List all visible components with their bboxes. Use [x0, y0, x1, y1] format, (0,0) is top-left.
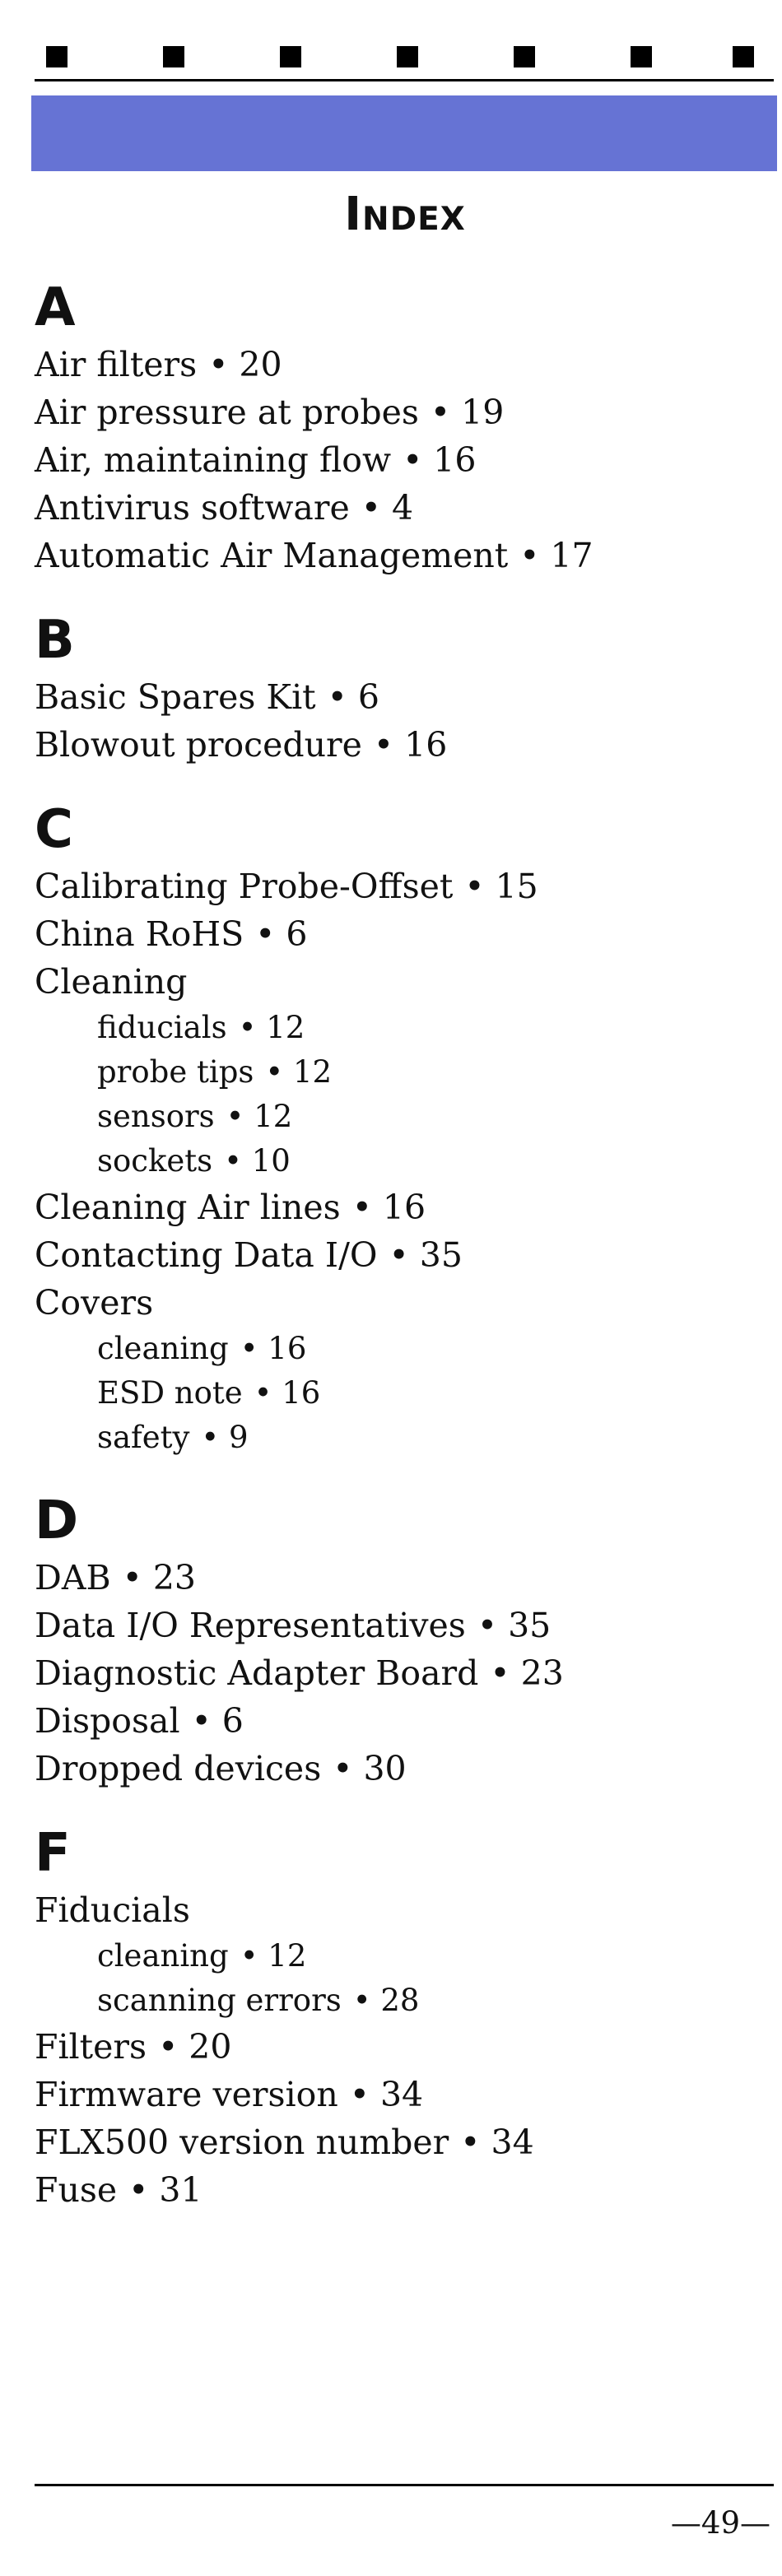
index-entry — [35, 1697, 759, 1745]
page-reference: • 6 — [327, 677, 379, 717]
index-entry — [35, 863, 759, 910]
index-term: Calibrating Probe-Offset — [35, 867, 454, 906]
index-term: Automatic Air Management — [35, 536, 509, 575]
index-sub-entry — [35, 1371, 759, 1416]
index-term: Disposal — [35, 1701, 180, 1741]
section-letter: A — [35, 277, 76, 338]
index-term: Fiducials — [35, 1890, 190, 1930]
index-term: Air filters — [35, 345, 198, 384]
square-icon — [397, 46, 418, 67]
index-term: Firmware version — [35, 2075, 338, 2114]
index-term: Filters — [35, 2027, 147, 2067]
page-reference: • 34 — [460, 2123, 534, 2162]
index-section-c — [35, 798, 759, 1460]
page-reference: • 15 — [464, 867, 538, 906]
index-entry — [35, 436, 759, 484]
bottom-divider — [35, 2484, 774, 2486]
square-icon — [46, 46, 67, 67]
page-reference: • 28 — [352, 1983, 420, 2018]
page-reference: • 19 — [430, 393, 505, 432]
square-icon — [514, 46, 535, 67]
index-sub-entry — [35, 1050, 759, 1095]
section-letter: D — [35, 1490, 79, 1551]
index-term: China RoHS — [35, 914, 244, 954]
page-reference: • 16 — [254, 1375, 321, 1411]
page-reference: • 9 — [201, 1420, 249, 1455]
page-reference: • 12 — [238, 1010, 305, 1045]
index-term: Fuse — [35, 2170, 118, 2210]
index-entry — [35, 1279, 759, 1327]
page-title: Index — [344, 188, 466, 241]
index-term: Antivirus software — [35, 488, 350, 528]
index-section-a — [35, 277, 759, 579]
index-entry — [35, 1886, 759, 1934]
index-entry — [35, 958, 759, 1006]
page-reference: • 6 — [191, 1701, 244, 1741]
decorative-squares-row — [46, 46, 754, 67]
page-reference: • 16 — [240, 1331, 307, 1366]
index-sub-term: cleaning — [97, 1938, 229, 1974]
index-term: Contacting Data I/O — [35, 1235, 378, 1275]
square-icon — [631, 46, 652, 67]
top-divider — [35, 79, 774, 81]
index-entry — [35, 910, 759, 958]
index-sub-entry — [35, 1095, 759, 1139]
index-sub-term: scanning errors — [97, 1983, 342, 2018]
page-reference: • 35 — [477, 1606, 552, 1645]
index-entry — [35, 2071, 759, 2118]
index-sub-term: sockets — [97, 1143, 213, 1179]
index-term: Air, maintaining flow — [35, 440, 392, 480]
index-entry — [35, 1649, 759, 1697]
index-section-d — [35, 1490, 759, 1793]
index-entry — [35, 673, 759, 721]
index-entry — [35, 388, 759, 436]
index-entry — [35, 532, 759, 579]
index-sub-term: cleaning — [97, 1331, 229, 1366]
index-term: Cleaning Air lines — [35, 1188, 341, 1227]
page-reference: • 34 — [349, 2075, 424, 2114]
index-sub-entry — [35, 1978, 759, 2023]
index-sub-entry — [35, 1139, 759, 1183]
section-letter: F — [35, 1823, 71, 1884]
square-icon — [733, 46, 754, 67]
index-entry — [35, 1554, 759, 1602]
index-term: Air pressure at probes — [35, 393, 419, 432]
page-reference: • 31 — [128, 2170, 202, 2210]
index-entry — [35, 2023, 759, 2071]
section-letter: B — [35, 610, 75, 671]
index-term: Data I/O Representatives — [35, 1606, 466, 1645]
index-term: Blowout procedure — [35, 725, 362, 765]
index-entry — [35, 341, 759, 388]
page-reference: • 23 — [490, 1653, 564, 1693]
page-reference: • 12 — [265, 1054, 333, 1090]
header-color-band — [31, 95, 777, 171]
index-entry — [35, 1231, 759, 1279]
index-sub-term: safety — [97, 1420, 190, 1455]
page-reference: • 20 — [208, 345, 282, 384]
page-reference: • 30 — [333, 1749, 407, 1788]
page-reference: • 12 — [240, 1938, 307, 1974]
index-entry — [35, 721, 759, 769]
index-term: FLX500 version number — [35, 2123, 449, 2162]
index-sub-term: ESD note — [97, 1375, 243, 1411]
index-entry — [35, 484, 759, 532]
index-entry — [35, 2166, 759, 2214]
index-entry — [35, 1602, 759, 1649]
index-section-b — [35, 609, 759, 769]
index-sub-entry — [35, 1416, 759, 1460]
index-sub-term: sensors — [97, 1099, 215, 1134]
index-term: Diagnostic Adapter Board — [35, 1653, 479, 1693]
index-entry — [35, 2118, 759, 2166]
page-reference: • 35 — [389, 1235, 463, 1275]
index-entry — [35, 1745, 759, 1793]
page-reference: • 6 — [255, 914, 308, 954]
square-icon — [163, 46, 184, 67]
page-reference: • 23 — [122, 1558, 197, 1597]
square-icon — [280, 46, 301, 67]
page-reference: • 16 — [351, 1188, 426, 1227]
index-term: DAB — [35, 1558, 111, 1597]
index-sub-term: probe tips — [97, 1054, 254, 1090]
page-reference: • 16 — [403, 440, 477, 480]
index-term: Covers — [35, 1283, 154, 1323]
page-reference: • 16 — [373, 725, 448, 765]
index-sub-term: fiducials — [97, 1010, 227, 1045]
page-reference: • 12 — [226, 1099, 293, 1134]
page-reference: • 10 — [224, 1143, 291, 1179]
index-term: Basic Spares Kit — [35, 677, 316, 717]
index-term: Cleaning — [35, 962, 188, 1002]
index-section-f — [35, 1822, 759, 2214]
page-reference: • 4 — [361, 488, 414, 528]
index-term: Dropped devices — [35, 1749, 322, 1788]
page-reference: • 20 — [158, 2027, 232, 2067]
index-entry — [35, 1183, 759, 1231]
page-number: —49— — [670, 2505, 770, 2541]
page-reference: • 17 — [519, 536, 593, 575]
index-sub-entry — [35, 1006, 759, 1050]
section-letter: C — [35, 799, 73, 860]
index-sub-entry — [35, 1327, 759, 1371]
index-list — [35, 277, 759, 2244]
index-sub-entry — [35, 1934, 759, 1978]
